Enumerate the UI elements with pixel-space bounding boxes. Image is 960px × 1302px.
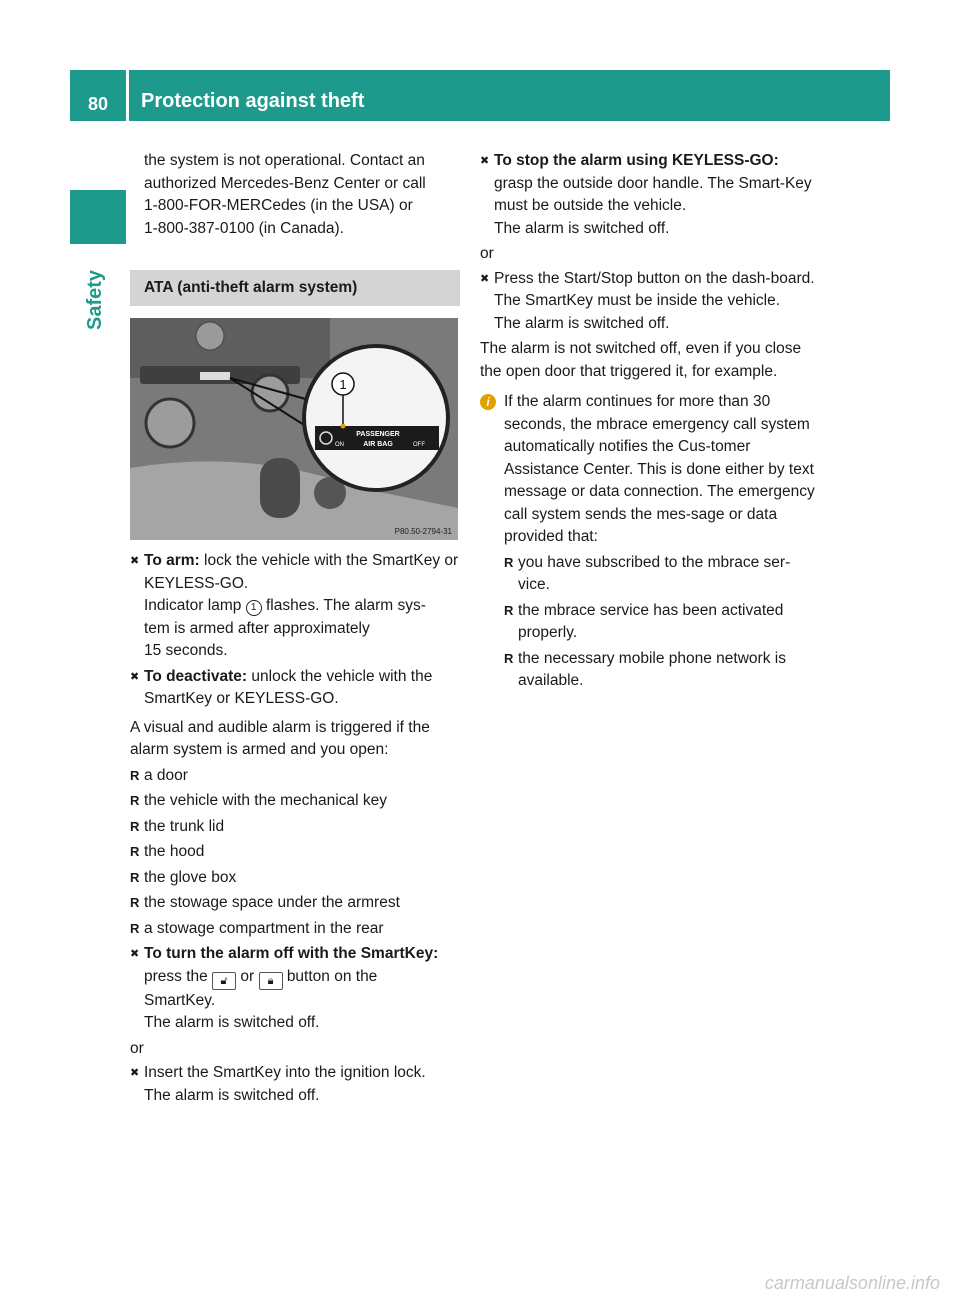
panel-label-on: ON <box>335 442 344 448</box>
list-item: R you have subscribed to the mbrace ser-vice. <box>504 553 791 593</box>
side-tab-label: Safety <box>84 269 106 330</box>
callout-marker: 1 <box>246 600 262 616</box>
list-item: R the hood <box>130 841 460 864</box>
step-arrow-icon: ✖ <box>130 670 140 683</box>
step-text: Indicator lamp <box>144 597 242 614</box>
step-result: The alarm is switched off. <box>144 1086 320 1104</box>
list-item: R a stowage compartment in the rear <box>130 918 460 941</box>
bullet-icon: R <box>130 844 140 859</box>
list-item: R the trunk lid <box>130 816 460 839</box>
intro-line: the system is not operational. Contact an <box>144 152 425 169</box>
intro-line: 1-800-387-0100 (in Canada). <box>144 219 344 237</box>
or-text: or <box>480 245 494 262</box>
page-number: 80 <box>87 94 109 114</box>
step-arrow-icon: ✖ <box>130 948 140 960</box>
step-text: or <box>240 967 255 985</box>
step-text: lock the vehicle with the SmartKey or KEYLESS-GO. <box>144 552 459 592</box>
console-illustration <box>130 318 458 540</box>
intro-line: authorized Mercedes-Benz Center or call <box>144 174 426 192</box>
panel-label-airbag: AIR BAG <box>363 441 393 448</box>
header-divider <box>126 70 129 121</box>
list-item: R the vehicle with the mechanical key <box>130 790 460 813</box>
step-text: flashes. The alarm sys- <box>265 597 426 614</box>
section-heading: ATA (anti-theft alarm system) <box>130 270 460 306</box>
step-text: tem is armed after approximately <box>144 619 370 637</box>
bullet-icon: R <box>130 818 140 834</box>
step-insert-key <box>130 1062 460 1107</box>
intro-paragraph <box>130 150 460 240</box>
bullet-icon: R <box>130 793 140 808</box>
step-text: Insert the SmartKey into the ignition lock. <box>144 1064 426 1081</box>
step-result: The alarm is switched off. <box>494 219 670 237</box>
info-note <box>480 391 815 693</box>
right-column <box>480 150 815 696</box>
note-text: If the alarm continues for more than 30 seconds, the mbrace emergency call system automatically notifies the Cus-tomer Assistance Center. This is done either by text message or data connection. The emergency call system sends the mes-sage or data provided that: <box>504 393 815 545</box>
step-deactivate <box>130 666 460 711</box>
step-text: Press the Start/Stop button on the dash-board. The SmartKey must be inside the vehicle. <box>494 269 815 309</box>
page-title: Protection against theft <box>141 90 365 112</box>
step-text: SmartKey. <box>144 991 216 1009</box>
panel-label-off: OFF <box>413 442 425 448</box>
left-column <box>130 150 460 1110</box>
watermark: carmanualsonline.info <box>764 1273 940 1293</box>
figure-callout: 1 <box>339 377 347 392</box>
step-text: 15 seconds. <box>144 642 228 659</box>
step-stop-keyless <box>480 150 815 240</box>
or-text: or <box>130 1039 144 1057</box>
step-result: The alarm is switched off. <box>144 1014 320 1031</box>
lock-key-icon: 🔒︎ <box>259 972 283 990</box>
list-item: R the necessary mobile phone network is available. <box>504 649 786 689</box>
step-text: grasp the outside door handle. The Smart-Key must be outside the vehicle. <box>494 174 812 214</box>
list-item: R the mbrace service has been activated properly. <box>504 601 784 641</box>
note-list <box>496 552 815 693</box>
step-arm <box>130 550 460 663</box>
side-block <box>70 190 126 244</box>
list-item: R the stowage space under the armrest <box>130 892 460 915</box>
bullet-icon: R <box>504 554 514 570</box>
unlock-key-icon: 🔓︎ <box>212 972 236 990</box>
list-item: R a door <box>130 765 460 788</box>
step-turn-off <box>130 943 460 1035</box>
bullet-icon: R <box>130 920 140 936</box>
bullet-icon: R <box>504 650 514 666</box>
step-arrow-icon: ✖ <box>480 272 490 285</box>
step-label: To deactivate: <box>144 667 248 685</box>
list-item: R the glove box <box>130 867 460 890</box>
bullet-icon: R <box>130 895 140 910</box>
console-figure <box>130 318 458 540</box>
step-press-start-stop <box>480 268 815 336</box>
step-label: To stop the alarm using KEYLESS-GO: <box>494 152 779 169</box>
not-switched-paragraph: The alarm is not switched off, even if you close the open door that triggered it, for example. <box>480 340 802 380</box>
intro-line: 1-800-FOR-MERCedes (in the USA) or <box>144 197 413 214</box>
trigger-paragraph: A visual and audible alarm is triggered if the alarm system is armed and you open: <box>130 718 430 758</box>
step-result: The alarm is switched off. <box>494 314 670 332</box>
figure-code: P80.50-2794-31 <box>394 527 452 536</box>
step-text: press the <box>144 967 208 985</box>
info-icon: i <box>480 394 496 410</box>
trigger-list <box>130 765 460 941</box>
step-arrow-icon: ✖ <box>480 155 490 167</box>
step-label: To turn the alarm off with the SmartKey: <box>144 945 439 962</box>
panel-label-passenger: PASSENGER <box>356 431 400 438</box>
bullet-icon: R <box>130 767 140 783</box>
step-arrow-icon: ✖ <box>130 555 140 567</box>
step-text: button on the <box>286 967 378 985</box>
step-label: To arm: <box>144 552 200 569</box>
bullet-icon: R <box>504 602 514 618</box>
step-text: unlock the vehicle with the SmartKey or KEYLESS-GO. <box>144 667 433 707</box>
step-arrow-icon: ✖ <box>130 1067 140 1079</box>
bullet-icon: R <box>130 869 140 885</box>
